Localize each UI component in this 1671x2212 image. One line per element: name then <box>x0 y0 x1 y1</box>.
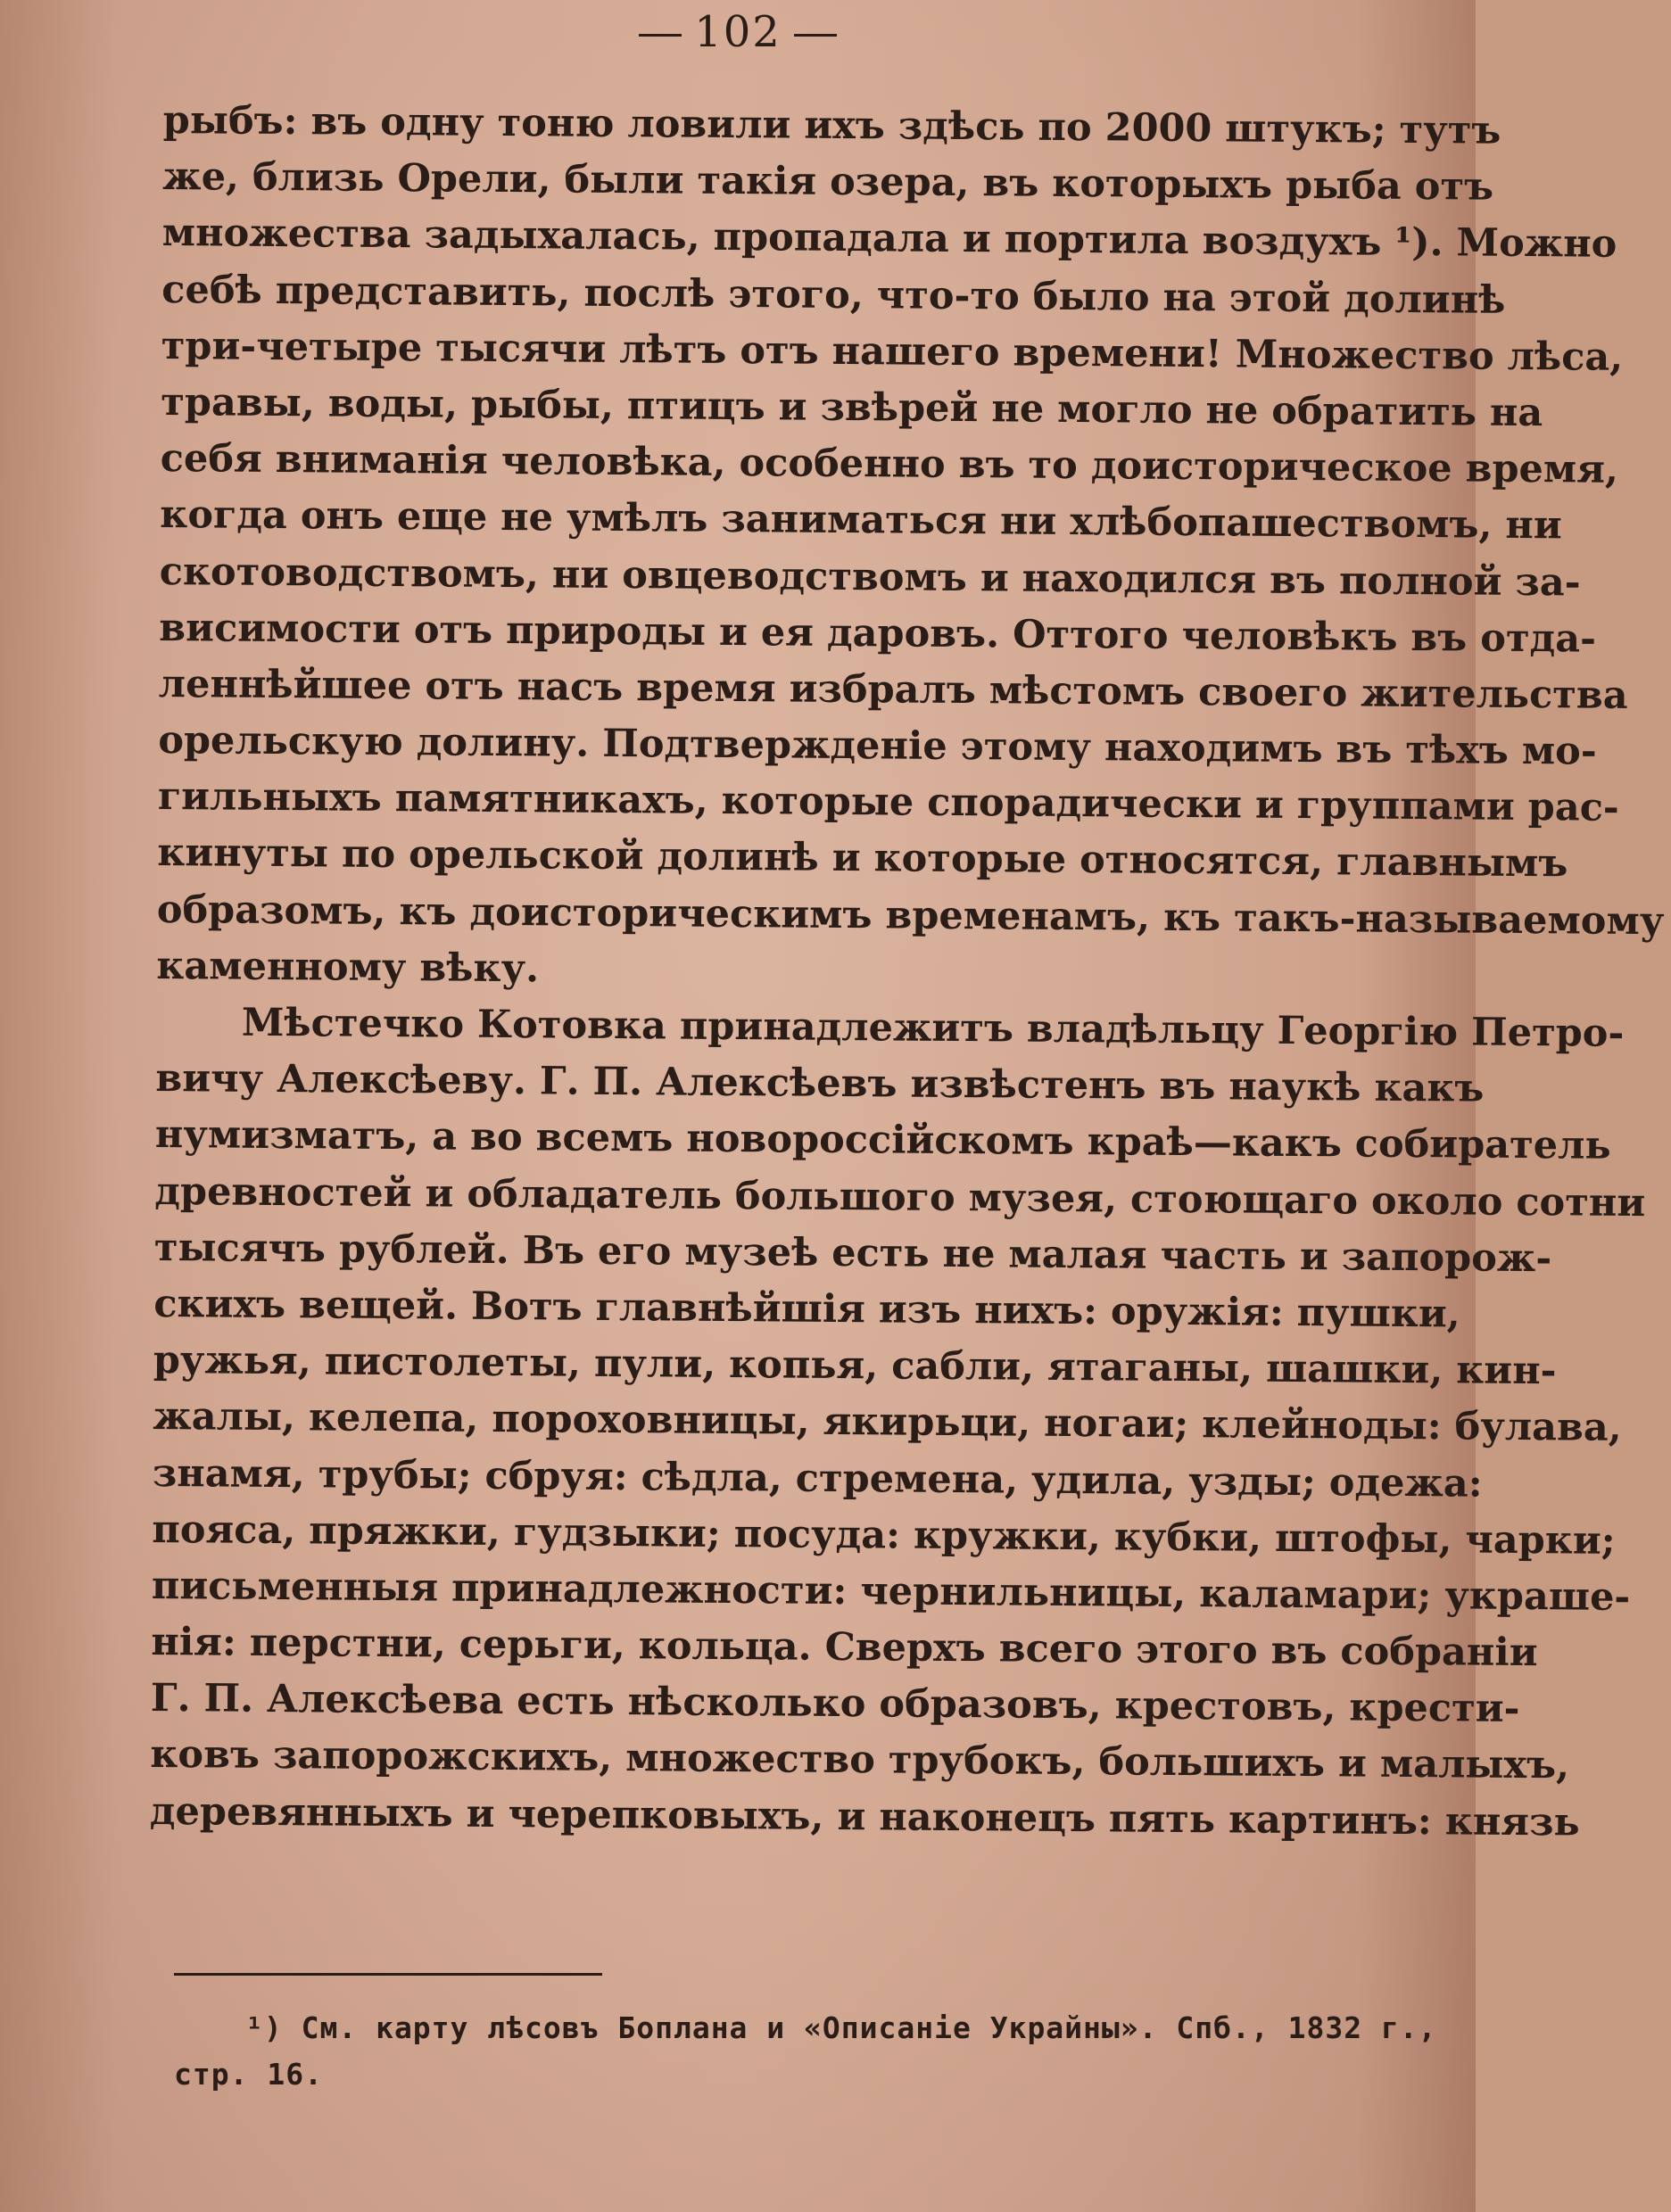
text-line: травы, воды, рыбы, птицъ и звѣрей не могло не обратить на <box>161 379 1543 436</box>
page-number-dash-left <box>639 34 682 37</box>
text-line: висимости отъ природы и ея даровъ. Оттого человѣкъ въ отда- <box>159 605 1597 662</box>
paragraph-2 <box>149 995 1646 1849</box>
text-line: каменному вѣку. <box>156 943 540 992</box>
text-line: знамя, трубы; сбруя: сѣдла, стремена, удила, узды; одежа: <box>152 1450 1483 1506</box>
text-line: нумизматъ, а во всемъ новороссійскомъ краѣ—какъ собиратель <box>154 1112 1611 1169</box>
text-line: жалы, келепа, пороховницы, якирьци, ногаи; клейноды: булава, <box>153 1394 1622 1451</box>
text-line: пояса, пряжки, гудзыки; посуда: кружки, кубки, штофы, чарки; <box>152 1506 1616 1564</box>
text-line: ковъ запорожскихъ, множество трубокъ, большихъ и малыхъ, <box>150 1732 1570 1788</box>
text-line: скотоводствомъ, ни овцеводствомъ и находился въ полной за- <box>159 549 1581 605</box>
text-line: когда онъ еще не умѣлъ заниматься ни хлѣбопашествомъ, ни <box>160 492 1562 549</box>
page-number-dash-right <box>794 34 837 37</box>
page-number <box>0 7 1476 57</box>
text-line: письменныя принадлежности: чернильницы, каламари; украше- <box>151 1563 1631 1620</box>
text-line: кинуты по орельской долинѣ и которые относятся, главнымъ <box>157 830 1568 887</box>
footnote-line: ¹) См. карту лѣсовъ Боплана и «Описаніе Украйны». Спб., 1832 г., <box>245 2010 1437 2045</box>
text-line: себя вниманія человѣка, особенно въ то доисторическое время, <box>160 436 1619 492</box>
text-line: скихъ вещей. Вотъ главнѣйшія изъ нихъ: оружія: пушки, <box>153 1281 1460 1337</box>
text-line: вичу Алексѣеву. Г. П. Алексѣевъ извѣстенъ въ наукѣ какъ <box>155 1056 1485 1111</box>
page-number-value: 102 <box>694 7 782 57</box>
paragraph-1 <box>156 93 1665 1003</box>
text-line: деревянныхъ и черепковыхъ, и наконецъ пять картинъ: князь <box>149 1788 1580 1845</box>
text-line: Г. П. Алексѣева есть нѣсколько образовъ, крестовъ, крести- <box>150 1676 1520 1732</box>
text-line: Мѣстечко Котовка принадлежитъ владѣльцу Георгію Петро- <box>241 1000 1625 1056</box>
footnote <box>174 2005 1437 2098</box>
text-line: же, близь Орели, были такія озера, въ которыхъ рыба отъ <box>162 154 1494 210</box>
body-text <box>149 93 1665 1849</box>
text-line: образомъ, къ доисторическимъ временамъ, къ такъ-называемому <box>156 887 1665 944</box>
text-line: гильныхъ памятникахъ, которые спорадически и группами рас- <box>157 774 1619 831</box>
text-line: древностей и обладатель большого музея, стоющаго около сотни <box>154 1168 1646 1226</box>
text-line: рыбъ: въ одну тоню ловили ихъ здѣсь по 2000 штукъ; тутъ <box>162 97 1501 153</box>
text-line: три-четыре тысячи лѣтъ отъ нашего времени! Множество лѣса, <box>161 323 1624 380</box>
text-line: орельскую долину. Подтвержденіе этому находимъ въ тѣхъ мо- <box>158 718 1597 774</box>
text-line: множества задыхалась, пропадала и портила воздухъ ¹). Можно <box>161 210 1617 268</box>
text-line: ружья, пистолеты, пули, копья, сабли, ятаганы, шашки, кин- <box>153 1338 1557 1394</box>
text-line: нія: перстни, серьги, кольца. Сверхъ всего этого въ собраніи <box>151 1620 1538 1676</box>
text-line: себѣ представить, послѣ этого, что-то было на этой долинѣ <box>161 267 1506 323</box>
text-line: леннѣйшее отъ насъ время избралъ мѣстомъ своего жительства <box>158 661 1628 718</box>
text-line: тысячъ рублей. Въ его музеѣ есть не малая часть и запорож- <box>153 1225 1552 1282</box>
footnote-divider <box>174 1973 602 1976</box>
footnote-line: стр. 16. <box>174 2057 323 2092</box>
